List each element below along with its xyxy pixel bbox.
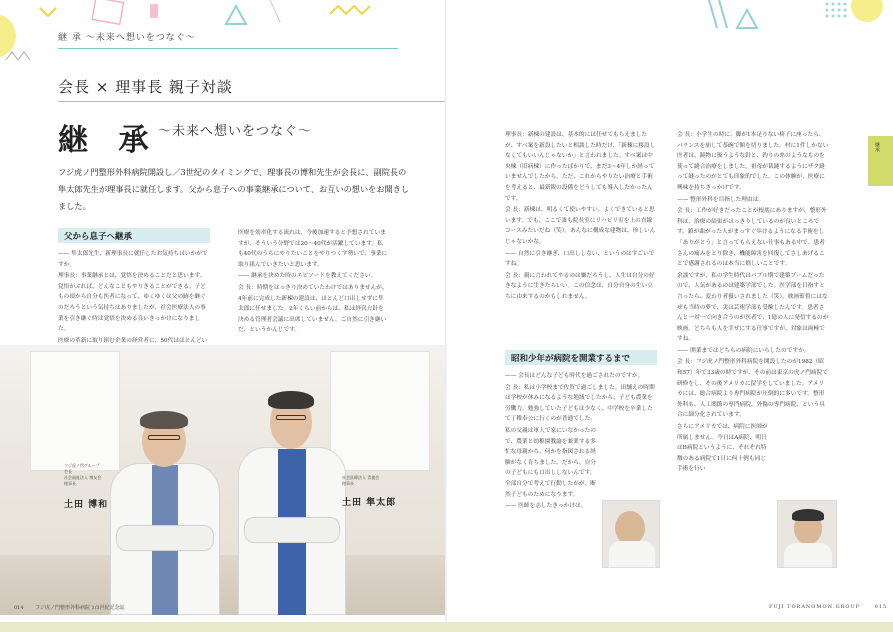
decorative-shapes (447, 0, 893, 40)
footer-right (769, 604, 887, 610)
publication-name: FUJI TORANOMON GROUP (769, 604, 861, 610)
paragraph: 理事長：事業継承とは、覚悟を決めることだと思います。覚悟がぶれば、どんなこともやりきることができる。子どもの頃から自分も医者になって、ゆくゆくは父の跡を継ぐのだろうという気持ちはありましたが、社会医療法人の事業を引き継ぐ時は覚悟を決める良いきっかけになりました。 (58, 273, 206, 333)
glasses (276, 415, 306, 420)
crossed-arms (244, 517, 340, 543)
paragraph: 医療を効率化する流れは、今後加速すると予想されていますが、そういう分野では20〜40代が活躍しています。私も40代のうちにやりたいことをやりつくす勢いで、事業に取り組んでいきたいと思います。 (238, 230, 388, 268)
paragraph: —— 隼太郎先生、新理事長に就任したお気持ちはいかがですか。 (58, 251, 208, 268)
page-subtitle: 〜未来へ想いをつなぐ〜 (158, 124, 313, 139)
section-heading: 父から息子へ継承 (58, 228, 210, 243)
page-number: 014 (14, 605, 24, 611)
portrait-photo (0, 345, 446, 615)
text-column-4 (677, 130, 829, 476)
paragraph: 会 長：工作が好きだったことが根底にありますが、整形外科は、治療の結果がはっきりしているのが良いところです。鎖が曲がった人がまっすぐ歩けるようになる手術をし「ありがとう」と言ってもらえない仕事もある中で、患者さんの痛みをとり除き、機能障害を回復してさしあげることで感謝されるのは本当に嬉しいことです。 (677, 208, 827, 268)
paragraph: 私の父親は軍人で家にいなかったので、農業と幼稚園教諭を兼業する多忙な母親から、何かを指図される経験がなく育ちました。だから、自分の子どもにも口出ししないんです。全部自分で考えて行動したがが、断然子どものためになります。 (505, 427, 596, 498)
paragraph: 会 長：時期をはっきり決めていたわけではありませんが、4年前に完成した新棟の建設は、ほとんど口出しせずに隼太郎に任せました。2年くらい前からは、私は経営方針を決める管理者会議に出席していません。ご自然に引き継いだ、というかんじです。 (238, 284, 388, 334)
page-title: 継 承 (58, 123, 159, 158)
caption-role: 理事長 (342, 481, 354, 486)
paragraph: 医療の革新に取り組む企業の経営者に、50代はほとんどい (58, 337, 208, 344)
text-column-1 (58, 249, 210, 358)
paragraph: —— 会長はどんな子ども時代を過ごされたのですか。 (505, 373, 644, 379)
paragraph: 会 長：親に言われてやるのは嫌だろうし、人生は自分の好きなように生きたらいい。この信念は、自分自身の生い立ちに由来するのかもしれません。 (505, 272, 655, 300)
paragraph: 会 長：フジ虎ノ門整形外科病院を開設したのが1982（昭和57）年で33歳の時ですが、その前は東京の虎ノ門病院で研修をし、その後アメリカに留学をしていました。アメリカには、総合病院より専門病院が圧倒的に多いです。整形外科も、人工関節の専門病院、外傷の専門病院、という具合に細分化されています。 (677, 359, 828, 419)
paragraph: 余談ですが、私の学生時代はバブル期で建築ブームだったので、人気があるのは建築学部でした。医学部を目指すと言ったら、変わり者扱いされました（笑）。映画監督にはなぜも当時の夢で、実は芸術学部も受験したんです。患者さんと一対一で向き合うのが医者で、1億の人に発信するのが映画。どちらも人を幸せにする仕事ですが、対象は両極ですね。 (677, 272, 829, 343)
name-president: 土田 隼太郎 (342, 498, 397, 508)
right-page (447, 0, 893, 632)
header-rule (58, 48, 398, 49)
text-column-3 (505, 130, 657, 304)
footer-left (14, 604, 125, 611)
paragraph: 会 長：私は小学校まで佐賀で過ごしました。田舗えの時期は学校が休みになるような地域でしたから、子ども農業を労働力。勉強していた子どもは少なく、中学校を卒業したて丁稚奉公に行くのが普通でした。 (505, 384, 655, 423)
caption-role: 社会福祉法人 博友会 (64, 475, 102, 480)
publication-name: フジ虎ノ門整形外科病院 1/3世紀記念誌 (35, 605, 125, 611)
text-column-3b (505, 371, 657, 513)
hair (268, 391, 314, 409)
inset-photo-president (777, 500, 837, 568)
name-chairman: 土田 博和 (64, 500, 109, 510)
paragraph: 会 長：新棟は、明るくて使いやすい。よくできていると思います。でも、ここで誰も院長室にリハビリ室を上の直線コースみたいだね（笑）。あんなに構成な建物は、珍しいんじゃないかな。 (505, 207, 656, 245)
person-chairman (100, 405, 230, 615)
caption-president (342, 475, 422, 487)
person-president (232, 385, 352, 615)
paragraph: さらにアメリカでは、病院に医師が所属しません。今日はA病院、明日はB病院というように、それぞれ特徴のある病院で1日に何十例も同じ手術を行い (677, 424, 768, 473)
caption-org: フジ虎ノ門グループ (64, 463, 100, 468)
caption-role: 会長 (64, 469, 72, 474)
paragraph: —— 医師を志したきっかけは。 (505, 503, 587, 510)
section-label: 継 承 〜未来へ想いをつなぐ〜 (58, 33, 196, 43)
bottom-band (0, 622, 893, 632)
caption-chairman (64, 463, 124, 487)
left-page (0, 0, 446, 632)
paragraph: —— 自然に引き継ぎ、口出ししない、というのはすごいですね。 (505, 250, 655, 268)
page-number: 015 (874, 604, 888, 610)
side-tab-label: 継承 (874, 142, 880, 152)
text-column-2 (238, 228, 388, 337)
title-rule (58, 101, 445, 102)
crossed-arms (116, 525, 214, 551)
paragraph: —— 開業まではどちらの病院にいらしたのですか。 (677, 347, 810, 354)
paragraph: 理事長：新棟の建設は、基本的には任せてもらえましたが、すべ案を新設したいと相談した時だけ、「新棟に移設しなくてもいいんじゃないか」と言われました。すべ案は中央棟（旧病棟）に作ったばかりで、まだ3〜4年しか経っていませんでしたから。ただ、これからやりたい治療と手術を考えると、最新鋭の設備をどうしても導入したかったんです。 (505, 132, 656, 202)
side-index-tab (868, 136, 893, 186)
paragraph: 会 長：小学生の時に、脚が1本足りない椅子に座ったら、バランスを崩して茶碗で額を切りました。村に1件しかない医者は、鏡物に扱うような針と、釣りの糸のようなものを使って縫合治療をしました。祖母が裁縫するようにザク縫って縫ったのがとても印象的でした。この体験が、医療に興味を持ちきっかけです。 (677, 132, 829, 191)
hair (140, 411, 188, 429)
caption-role: 理事長 (64, 481, 76, 486)
paragraph: —— 整形外科を目指した理由は。 (677, 196, 765, 203)
series-title: 会長 × 理事長 親子対談 (58, 78, 233, 96)
glasses (148, 435, 180, 440)
caption-org: 社会医療法人 青嵐会 (342, 475, 380, 480)
inset-photo-chairman (602, 500, 660, 568)
paragraph: —— 継承を決めた時のエピソードを教えてください。 (238, 273, 377, 280)
section-heading: 昭和少年が病院を開業するまで (505, 350, 657, 365)
lead-paragraph: フジ虎ノ門整形外科病院開設し／3世紀のタイミングで、理事長の博和先生が会長に、副院長の隼太郎先生が理事長に就任します。父から息子への事業継承について、お互いの想いをお聞きしました。 (58, 167, 410, 211)
